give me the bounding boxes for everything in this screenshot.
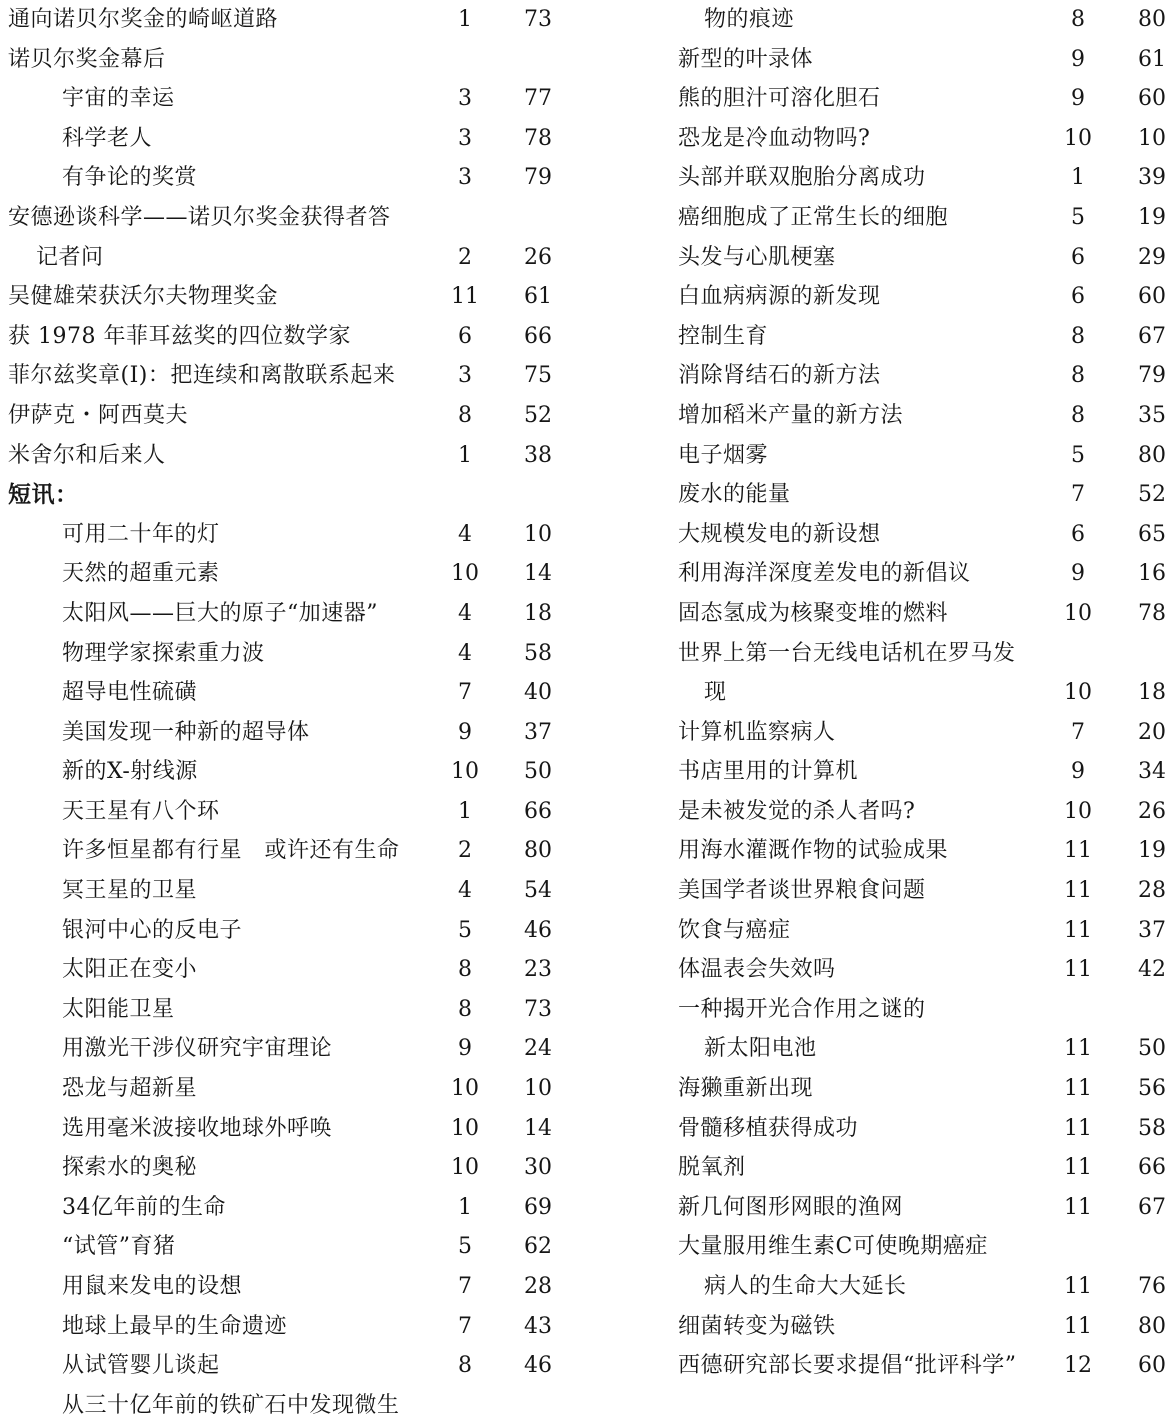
entry-title: 电子烟雾 [678, 442, 769, 468]
entry-issue-number: 9 [1071, 561, 1085, 587]
index-entry [0, 40, 560, 80]
entry-title: 新型的叶录体 [678, 46, 814, 72]
index-entry [668, 317, 1169, 357]
entry-title: 体温表会失效吗 [678, 957, 836, 983]
entry-issue-number: 1 [458, 7, 472, 32]
index-entry [0, 634, 560, 674]
entry-title: 米舍尔和后来人 [8, 442, 166, 468]
entry-page-number: 10 [524, 1076, 552, 1102]
entry-page-number: 60 [1138, 1353, 1166, 1379]
entry-page-number: 38 [524, 442, 552, 468]
index-entry [0, 1386, 560, 1426]
entry-issue-number: 6 [1071, 521, 1085, 547]
entry-issue-number: 9 [458, 1036, 472, 1062]
index-entry [668, 198, 1169, 238]
index-entry [668, 634, 1169, 674]
index-entry [0, 158, 560, 198]
index-entry [0, 1069, 560, 1109]
index-entry [0, 1267, 560, 1307]
entry-title: 头部并联双胞胎分离成功 [678, 165, 926, 191]
entry-issue-number: 5 [1071, 442, 1085, 468]
entry-page-number: 80 [1138, 7, 1166, 32]
entry-issue-number: 8 [1071, 402, 1085, 428]
index-entry [0, 1188, 560, 1228]
entry-page-number: 52 [1138, 482, 1166, 508]
index-entry [668, 1148, 1169, 1188]
section-heading [0, 475, 560, 515]
entry-page-number: 58 [1138, 1115, 1166, 1141]
entry-title: 新的X-射线源 [62, 759, 198, 785]
entry-page-number: 78 [1138, 600, 1166, 626]
entry-title: 计算机监察病人 [678, 719, 836, 745]
entry-issue-number: 4 [458, 640, 472, 666]
entry-page-number: 46 [524, 1353, 552, 1379]
entry-page-number: 19 [1138, 204, 1166, 230]
entry-page-number: 66 [1138, 1155, 1166, 1181]
entry-issue-number: 8 [458, 402, 472, 428]
entry-issue-number: 2 [458, 838, 472, 864]
entry-title: 新几何图形网眼的渔网 [678, 1194, 904, 1220]
entry-page-number: 37 [1138, 917, 1166, 943]
entry-title: 恐龙与超新星 [62, 1076, 198, 1102]
entry-page-number: 61 [1138, 46, 1166, 72]
entry-issue-number: 10 [451, 1076, 479, 1102]
index-entry [668, 911, 1169, 951]
entry-page-number: 43 [524, 1313, 552, 1339]
index-entry [0, 594, 560, 634]
entry-issue-number: 11 [1064, 838, 1092, 864]
entry-page-number: 23 [524, 957, 552, 983]
index-entry [668, 1227, 1169, 1267]
index-entry [668, 594, 1169, 634]
index-entry [0, 1346, 560, 1386]
entry-title: 用激光干涉仪研究宇宙理论 [62, 1036, 333, 1062]
entry-title: 美国发现一种新的超导体 [62, 719, 310, 745]
entry-title: 骨髓移植获得成功 [678, 1115, 859, 1141]
index-entry [0, 436, 560, 476]
entry-issue-number: 10 [1064, 600, 1092, 626]
entry-title: 脱氧剂 [678, 1155, 746, 1181]
entry-title: 废水的能量 [678, 482, 791, 508]
entry-page-number: 76 [1138, 1274, 1166, 1299]
entry-page-number: 80 [524, 838, 552, 864]
index-entry [0, 515, 560, 555]
entry-issue-number: 10 [451, 561, 479, 587]
index-entry [668, 277, 1169, 317]
index-entry [0, 990, 560, 1030]
entry-issue-number: 11 [1064, 1036, 1092, 1062]
entry-page-number: 79 [524, 165, 552, 191]
entry-page-number: 14 [524, 1115, 552, 1141]
index-entry [668, 554, 1169, 594]
entry-title: 诺贝尔奖金幕后 [8, 46, 166, 72]
entry-page-number: 50 [524, 759, 552, 785]
entry-page-number: 35 [1138, 402, 1166, 428]
entry-issue-number: 11 [1064, 1115, 1092, 1141]
entry-issue-number: 8 [458, 996, 472, 1022]
entry-title: 利用海洋深度差发电的新倡议 [678, 561, 971, 587]
entry-title: 海獭重新出现 [678, 1076, 814, 1102]
entry-title: 冥王星的卫星 [62, 878, 198, 904]
entry-issue-number: 10 [1064, 125, 1092, 151]
index-entry [0, 911, 560, 951]
entry-title: 获 1978 年菲耳兹奖的四位数学家 [8, 323, 351, 349]
entry-page-number: 69 [524, 1194, 552, 1220]
entry-issue-number: 6 [1071, 244, 1085, 270]
entry-title: 病人的生命大大延长 [704, 1274, 907, 1299]
index-entry [668, 158, 1169, 198]
index-entry [668, 1029, 1169, 1069]
entry-page-number: 16 [1138, 561, 1166, 587]
index-entry [0, 752, 560, 792]
entry-issue-number: 1 [458, 798, 472, 824]
entry-title: 可用二十年的灯 [62, 521, 220, 547]
entry-page-number: 29 [1138, 244, 1166, 270]
index-entry [668, 1109, 1169, 1149]
entry-issue-number: 9 [1071, 46, 1085, 72]
index-entry [668, 0, 1169, 40]
entry-issue-number: 10 [451, 1155, 479, 1181]
index-entry [0, 277, 560, 317]
entry-issue-number: 5 [458, 917, 472, 943]
entry-title: 世界上第一台无线电话机在罗马发 [678, 640, 1016, 666]
entry-title: 头发与心肌梗塞 [678, 244, 836, 270]
index-entry [668, 713, 1169, 753]
index-entry [0, 1227, 560, 1267]
entry-title: 地球上最早的生命遗迹 [62, 1313, 288, 1339]
entry-title: 有争论的奖赏 [62, 165, 198, 191]
entry-page-number: 66 [524, 798, 552, 824]
entry-title: 西德研究部长要求提倡“批评科学” [678, 1353, 1017, 1379]
entry-issue-number: 8 [1071, 323, 1085, 349]
entry-title: “试管”育猪 [62, 1234, 176, 1260]
entry-title: 吴健雄荣获沃尔夫物理奖金 [8, 284, 279, 310]
entry-page-number: 14 [524, 561, 552, 587]
index-entry [0, 119, 560, 159]
entry-title: 控制生育 [678, 323, 769, 349]
entry-issue-number: 1 [458, 1194, 472, 1220]
index-entry [668, 238, 1169, 278]
entry-issue-number: 1 [458, 442, 472, 468]
index-entry [668, 752, 1169, 792]
index-entry [668, 79, 1169, 119]
index-entry [0, 831, 560, 871]
entry-issue-number: 11 [451, 284, 479, 310]
entry-page-number: 26 [524, 244, 552, 270]
entry-issue-number: 6 [458, 323, 472, 349]
entry-issue-number: 8 [1071, 7, 1085, 32]
index-entry [0, 950, 560, 990]
index-entry [0, 1109, 560, 1149]
entry-title: 超导电性硫磺 [62, 680, 198, 706]
right-column [668, 0, 1169, 1386]
entry-page-number: 67 [1138, 1194, 1166, 1220]
entry-issue-number: 10 [451, 759, 479, 785]
index-entry [668, 119, 1169, 159]
index-entry [668, 475, 1169, 515]
entry-page-number: 39 [1138, 165, 1166, 191]
entry-page-number: 61 [524, 284, 552, 310]
entry-page-number: 37 [524, 719, 552, 745]
entry-page-number: 19 [1138, 838, 1166, 864]
entry-title: 一种揭开光合作用之谜的 [678, 996, 926, 1022]
entry-page-number: 52 [524, 402, 552, 428]
index-entry [668, 1069, 1169, 1109]
entry-title: 太阳正在变小 [62, 957, 198, 983]
entry-issue-number: 8 [1071, 363, 1085, 389]
section-heading-text: 短讯： [8, 481, 79, 509]
entry-title: 美国学者谈世界粮食问题 [678, 878, 926, 904]
entry-title: 伊萨克・阿西莫夫 [8, 402, 189, 428]
entry-page-number: 80 [1138, 442, 1166, 468]
entry-title: 选用毫米波接收地球外呼唤 [62, 1115, 333, 1141]
index-entry [668, 396, 1169, 436]
entry-page-number: 18 [1138, 680, 1166, 706]
entry-issue-number: 8 [458, 957, 472, 983]
entry-page-number: 62 [524, 1234, 552, 1260]
index-entry [668, 40, 1169, 80]
index-entry [668, 792, 1169, 832]
index-entry [0, 396, 560, 436]
entry-issue-number: 3 [458, 125, 472, 151]
entry-page-number: 77 [524, 86, 552, 112]
entry-issue-number: 11 [1064, 1274, 1092, 1299]
entry-page-number: 56 [1138, 1076, 1166, 1102]
index-entry [668, 1346, 1169, 1386]
index-entry [0, 356, 560, 396]
entry-page-number: 30 [524, 1155, 552, 1181]
entry-title: 通向诺贝尔奖金的崎岖道路 [8, 7, 279, 32]
entry-issue-number: 5 [1071, 204, 1085, 230]
entry-title: 饮食与癌症 [678, 917, 791, 943]
entry-issue-number: 10 [451, 1115, 479, 1141]
index-entry [668, 673, 1169, 713]
entry-title: 安德逊谈科学——诺贝尔奖金获得者答 [8, 204, 391, 230]
index-entry [0, 792, 560, 832]
entry-issue-number: 11 [1064, 917, 1092, 943]
index-entry [0, 317, 560, 357]
entry-issue-number: 1 [1071, 165, 1085, 191]
entry-title: 大规模发电的新设想 [678, 521, 881, 547]
entry-page-number: 28 [524, 1274, 552, 1299]
entry-title: 从试管婴儿谈起 [62, 1353, 220, 1379]
index-entry [668, 950, 1169, 990]
entry-title: 现 [704, 680, 727, 706]
entry-issue-number: 11 [1064, 957, 1092, 983]
entry-title: 用鼠来发电的设想 [62, 1274, 243, 1299]
index-entry [0, 198, 560, 238]
entry-title: 太阳能卫星 [62, 996, 175, 1022]
entry-title: 许多恒星都有行星 或许还有生命 [62, 838, 400, 864]
entry-title: 熊的胆汁可溶化胆石 [678, 86, 881, 112]
entry-page-number: 34 [1138, 759, 1166, 785]
entry-page-number: 73 [524, 996, 552, 1022]
entry-title: 物的痕迹 [704, 7, 795, 32]
index-entry [668, 1267, 1169, 1307]
entry-title: 探索水的奥秘 [62, 1155, 198, 1181]
entry-issue-number: 10 [1064, 680, 1092, 706]
entry-title: 新太阳电池 [704, 1036, 817, 1062]
index-entry [0, 713, 560, 753]
index-entry [668, 1188, 1169, 1228]
entry-title: 物理学家探索重力波 [62, 640, 265, 666]
entry-issue-number: 11 [1064, 878, 1092, 904]
entry-page-number: 42 [1138, 957, 1166, 983]
entry-issue-number: 10 [1064, 798, 1092, 824]
entry-page-number: 24 [524, 1036, 552, 1062]
entry-page-number: 80 [1138, 1313, 1166, 1339]
entry-issue-number: 7 [1071, 482, 1085, 508]
entry-title: 科学老人 [62, 125, 153, 151]
entry-title: 固态氢成为核聚变堆的燃料 [678, 600, 949, 626]
entry-page-number: 75 [524, 363, 552, 389]
entry-page-number: 73 [524, 7, 552, 32]
entry-title: 是未被发觉的杀人者吗? [678, 798, 916, 824]
index-entry [668, 356, 1169, 396]
entry-issue-number: 4 [458, 878, 472, 904]
index-entry [0, 673, 560, 713]
entry-issue-number: 4 [458, 521, 472, 547]
entry-page-number: 40 [524, 680, 552, 706]
entry-title: 书店里用的计算机 [678, 759, 859, 785]
entry-title: 天然的超重元素 [62, 561, 220, 587]
entry-title: 消除肾结石的新方法 [678, 363, 881, 389]
entry-title: 菲尔兹奖章(I)：把连续和离散联系起来 [8, 363, 396, 389]
entry-title: 宇宙的幸运 [62, 86, 175, 112]
index-entry [668, 1307, 1169, 1347]
entry-issue-number: 6 [1071, 284, 1085, 310]
index-entry [0, 0, 560, 40]
left-column [0, 0, 560, 1425]
index-entry [668, 831, 1169, 871]
entry-issue-number: 3 [458, 165, 472, 191]
index-entry [668, 515, 1169, 555]
entry-page-number: 58 [524, 640, 552, 666]
entry-issue-number: 7 [458, 1313, 472, 1339]
entry-title: 用海水灌溉作物的试验成果 [678, 838, 949, 864]
entry-page-number: 65 [1138, 521, 1166, 547]
entry-title: 记者问 [36, 244, 104, 270]
index-entry [0, 238, 560, 278]
entry-issue-number: 11 [1064, 1155, 1092, 1181]
entry-page-number: 67 [1138, 323, 1166, 349]
entry-issue-number: 2 [458, 244, 472, 270]
entry-page-number: 78 [524, 125, 552, 151]
entry-title: 恐龙是冷血动物吗? [678, 125, 871, 151]
entry-issue-number: 11 [1064, 1313, 1092, 1339]
entry-issue-number: 4 [458, 600, 472, 626]
entry-title: 细菌转变为磁铁 [678, 1313, 836, 1339]
entry-issue-number: 3 [458, 363, 472, 389]
entry-page-number: 46 [524, 917, 552, 943]
entry-page-number: 66 [524, 323, 552, 349]
index-entry [0, 871, 560, 911]
entry-issue-number: 11 [1064, 1076, 1092, 1102]
entry-title: 白血病病源的新发现 [678, 284, 881, 310]
index-entry [0, 1307, 560, 1347]
entry-issue-number: 9 [1071, 86, 1085, 112]
index-entry [0, 1148, 560, 1188]
entry-page-number: 20 [1138, 719, 1166, 745]
entry-issue-number: 7 [1071, 719, 1085, 745]
entry-title: 从三十亿年前的铁矿石中发现微生 [62, 1392, 400, 1418]
entry-page-number: 10 [524, 521, 552, 547]
index-entry [0, 79, 560, 119]
entry-issue-number: 9 [1071, 759, 1085, 785]
entry-title: 癌细胞成了正常生长的细胞 [678, 204, 949, 230]
entry-title: 太阳风——巨大的原子“加速器” [62, 600, 378, 626]
index-entry [668, 871, 1169, 911]
entry-issue-number: 9 [458, 719, 472, 745]
entry-page-number: 26 [1138, 798, 1166, 824]
entry-page-number: 60 [1138, 284, 1166, 310]
entry-page-number: 18 [524, 600, 552, 626]
entry-title: 大量服用维生素C可使晚期癌症 [678, 1234, 988, 1260]
index-entry [0, 1029, 560, 1069]
entry-page-number: 54 [524, 878, 552, 904]
entry-title: 银河中心的反电子 [62, 917, 243, 943]
entry-page-number: 60 [1138, 86, 1166, 112]
index-entry [668, 990, 1169, 1030]
entry-issue-number: 7 [458, 1274, 472, 1299]
entry-page-number: 79 [1138, 363, 1166, 389]
entry-title: 天王星有八个环 [62, 798, 220, 824]
entry-issue-number: 5 [458, 1234, 472, 1260]
entry-issue-number: 7 [458, 680, 472, 706]
entry-issue-number: 3 [458, 86, 472, 112]
entry-title: 34亿年前的生命 [62, 1194, 226, 1220]
index-entry [668, 436, 1169, 476]
entry-title: 增加稻米产量的新方法 [678, 402, 904, 428]
entry-issue-number: 11 [1064, 1194, 1092, 1220]
entry-issue-number: 8 [458, 1353, 472, 1379]
index-entry [0, 554, 560, 594]
entry-page-number: 50 [1138, 1036, 1166, 1062]
entry-issue-number: 12 [1064, 1353, 1092, 1379]
entry-page-number: 10 [1138, 125, 1166, 151]
entry-page-number: 28 [1138, 878, 1166, 904]
